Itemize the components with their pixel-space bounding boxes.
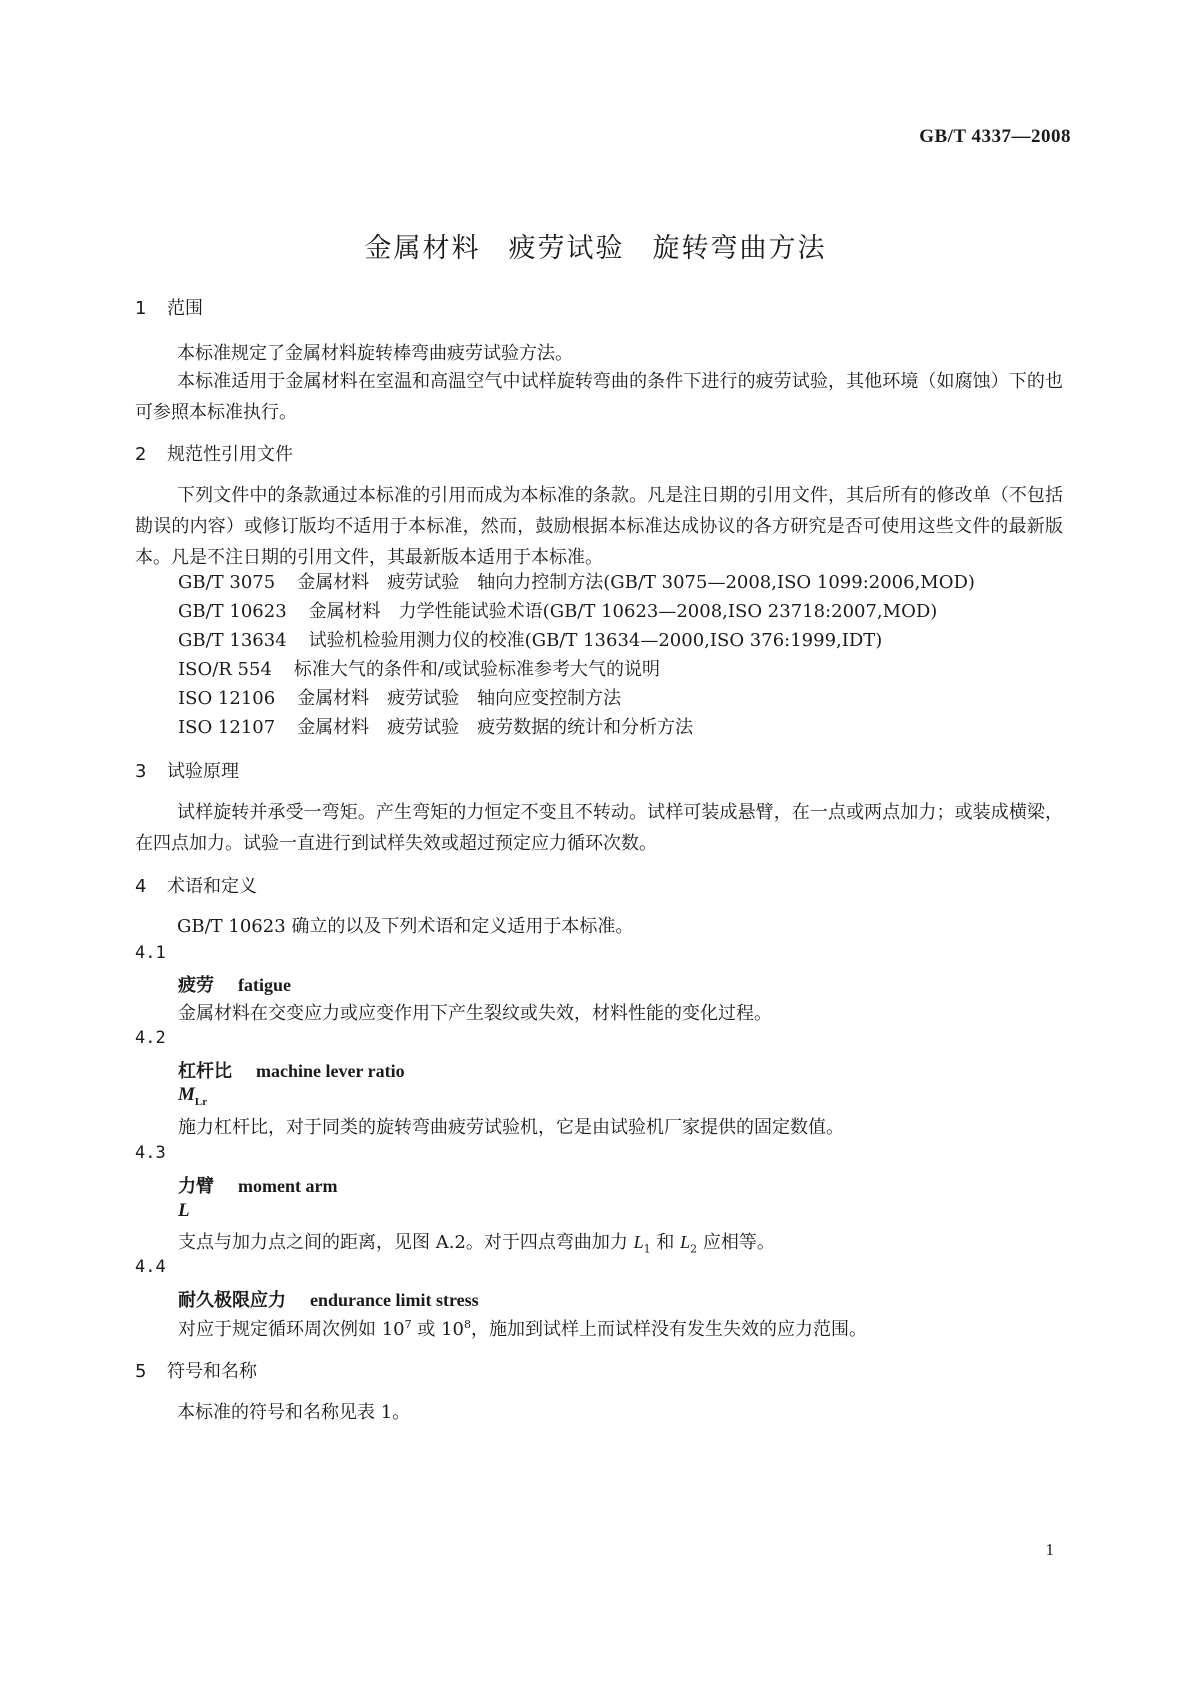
title-part-1: 金属材料 (364, 233, 481, 264)
term-en: endurance limit stress (310, 1290, 479, 1310)
section-title: 规范性引用文件 (167, 444, 293, 465)
reference-item (178, 626, 882, 652)
definition-text: 应相等。 (697, 1232, 775, 1253)
term-zh: 杠杆比 (178, 1061, 232, 1082)
definition-text: ，施加到试样上而试样没有发生失效的应力范围。 (470, 1319, 867, 1340)
exponent-7: 7 (404, 1318, 412, 1331)
section-4-intro: GB/T 10623 确立的以及下列术语和定义适用于本标准。 (177, 916, 634, 937)
definition-text: 或 10 (411, 1319, 464, 1340)
section-number: 5 (135, 1361, 147, 1382)
reference-item (178, 597, 937, 623)
term-heading (178, 971, 291, 997)
term-number: 4.1 (135, 943, 166, 963)
term-number: 4.2 (135, 1028, 166, 1048)
exponent-8: 8 (463, 1318, 471, 1331)
section-number: 2 (135, 444, 147, 465)
reference-item (178, 655, 660, 681)
reference-title: 金属材料 力学性能试验术语(GB/T 10623—2008,ISO 23718:2007,MOD) (308, 601, 938, 622)
reference-item (178, 684, 621, 710)
section-title: 范围 (167, 298, 203, 319)
definition-text: 对应于规定循环周次例如 10 (178, 1319, 405, 1340)
section-4-heading (135, 872, 257, 898)
term-en: machine lever ratio (256, 1061, 405, 1081)
section-number: 4 (135, 876, 147, 897)
reference-code: ISO/R 554 (178, 659, 272, 680)
section-3-heading (135, 757, 239, 783)
standard-code: GB/T 4337—2008 (919, 126, 1071, 147)
title-part-2: 疲劳试验 (508, 233, 625, 264)
term-zh: 疲劳 (178, 975, 214, 996)
section-1-paragraph-1: 本标准规定了金属材料旋转棒弯曲疲劳试验方法。 (177, 343, 573, 364)
reference-code: GB/T 3075 (178, 572, 276, 593)
reference-title: 标准大气的条件和/或试验标准参考大气的说明 (293, 659, 660, 680)
term-zh: 力臂 (178, 1176, 214, 1197)
term-definition: 施力杠杆比，对于同类的旋转弯曲疲劳试验机，它是由试验机厂家提供的固定数值。 (178, 1117, 844, 1138)
reference-item (178, 713, 693, 739)
term-en: fatigue (238, 975, 291, 995)
reference-code: GB/T 10623 (178, 601, 287, 622)
document-title (0, 226, 1191, 265)
term-heading (178, 1057, 405, 1083)
section-1-heading (135, 294, 203, 320)
section-title: 试验原理 (167, 761, 239, 782)
term-number: 4.4 (135, 1257, 166, 1277)
section-title: 符号和名称 (167, 1361, 257, 1382)
reference-title: 金属材料 疲劳试验 轴向应变控制方法 (297, 688, 622, 709)
term-definition: 金属材料在交变应力或应变作用下产生裂纹或失效，材料性能的变化过程。 (178, 1003, 772, 1024)
section-title: 术语和定义 (167, 876, 257, 897)
section-1-paragraph-2: 本标准适用于金属材料在室温和高温空气中试样旋转弯曲的条件下进行的疲劳试验，其他环境（如腐蚀）下的也可参照本标准执行。 (135, 371, 1063, 423)
symbol-l2-subscript: 2 (690, 1242, 698, 1256)
reference-code: GB/T 13634 (178, 630, 287, 651)
term-heading (178, 1172, 337, 1198)
symbol-l1: L (633, 1232, 644, 1252)
term-definition (178, 1228, 775, 1256)
section-5-heading (135, 1357, 257, 1383)
reference-title: 试验机检验用测力仪的校准(GB/T 13634—2000,ISO 376:1999,IDT) (308, 630, 883, 651)
term-symbol (178, 1084, 207, 1108)
term-symbol: L (178, 1200, 190, 1221)
reference-title: 金属材料 疲劳试验 疲劳数据的统计和分析方法 (297, 717, 694, 738)
section-5-paragraph-1: 本标准的符号和名称见表 1。 (177, 1402, 411, 1423)
reference-code: ISO 12107 (178, 717, 276, 738)
term-zh: 耐久极限应力 (178, 1290, 286, 1311)
term-heading (178, 1286, 479, 1312)
term-definition (178, 1315, 867, 1341)
symbol-l1-subscript: 1 (643, 1242, 651, 1256)
section-3-paragraph-1: 试样旋转并承受一弯矩。产生弯矩的力恒定不变且不转动。试样可装成悬臂，在一点或两点加力；或装成横梁，在四点加力。试验一直进行到试样失效或超过预定应力循环次数。 (135, 802, 1063, 854)
term-number: 4.3 (135, 1143, 166, 1163)
symbol-l2: L (680, 1232, 691, 1252)
page-number: 1 (1045, 1540, 1054, 1559)
section-number: 1 (135, 298, 147, 319)
reference-code: ISO 12106 (178, 688, 276, 709)
title-part-3: 旋转弯曲方法 (652, 233, 827, 264)
symbol-subscript: Lr (194, 1095, 208, 1108)
definition-text: 和 (650, 1232, 681, 1253)
term-en: moment arm (238, 1176, 338, 1196)
reference-item (178, 568, 975, 594)
section-number: 3 (135, 761, 147, 782)
symbol-main: M (178, 1084, 195, 1105)
section-2-paragraph-1: 下列文件中的条款通过本标准的引用而成为本标准的条款。凡是注日期的引用文件，其后所有的修改单（不包括勘误的内容）或修订版均不适用于本标准，然而，鼓励根据本标准达成协议的各方研究是否可使用这些文件的最新版本。凡是不注日期的引用文件，其最新版本适用于本标准。 (135, 485, 1063, 568)
definition-text: 支点与加力点之间的距离，见图 A.2。对于四点弯曲加力 (178, 1232, 634, 1253)
reference-title: 金属材料 疲劳试验 轴向力控制方法(GB/T 3075—2008,ISO 1099:2006,MOD) (297, 572, 975, 593)
section-2-heading (135, 440, 293, 466)
